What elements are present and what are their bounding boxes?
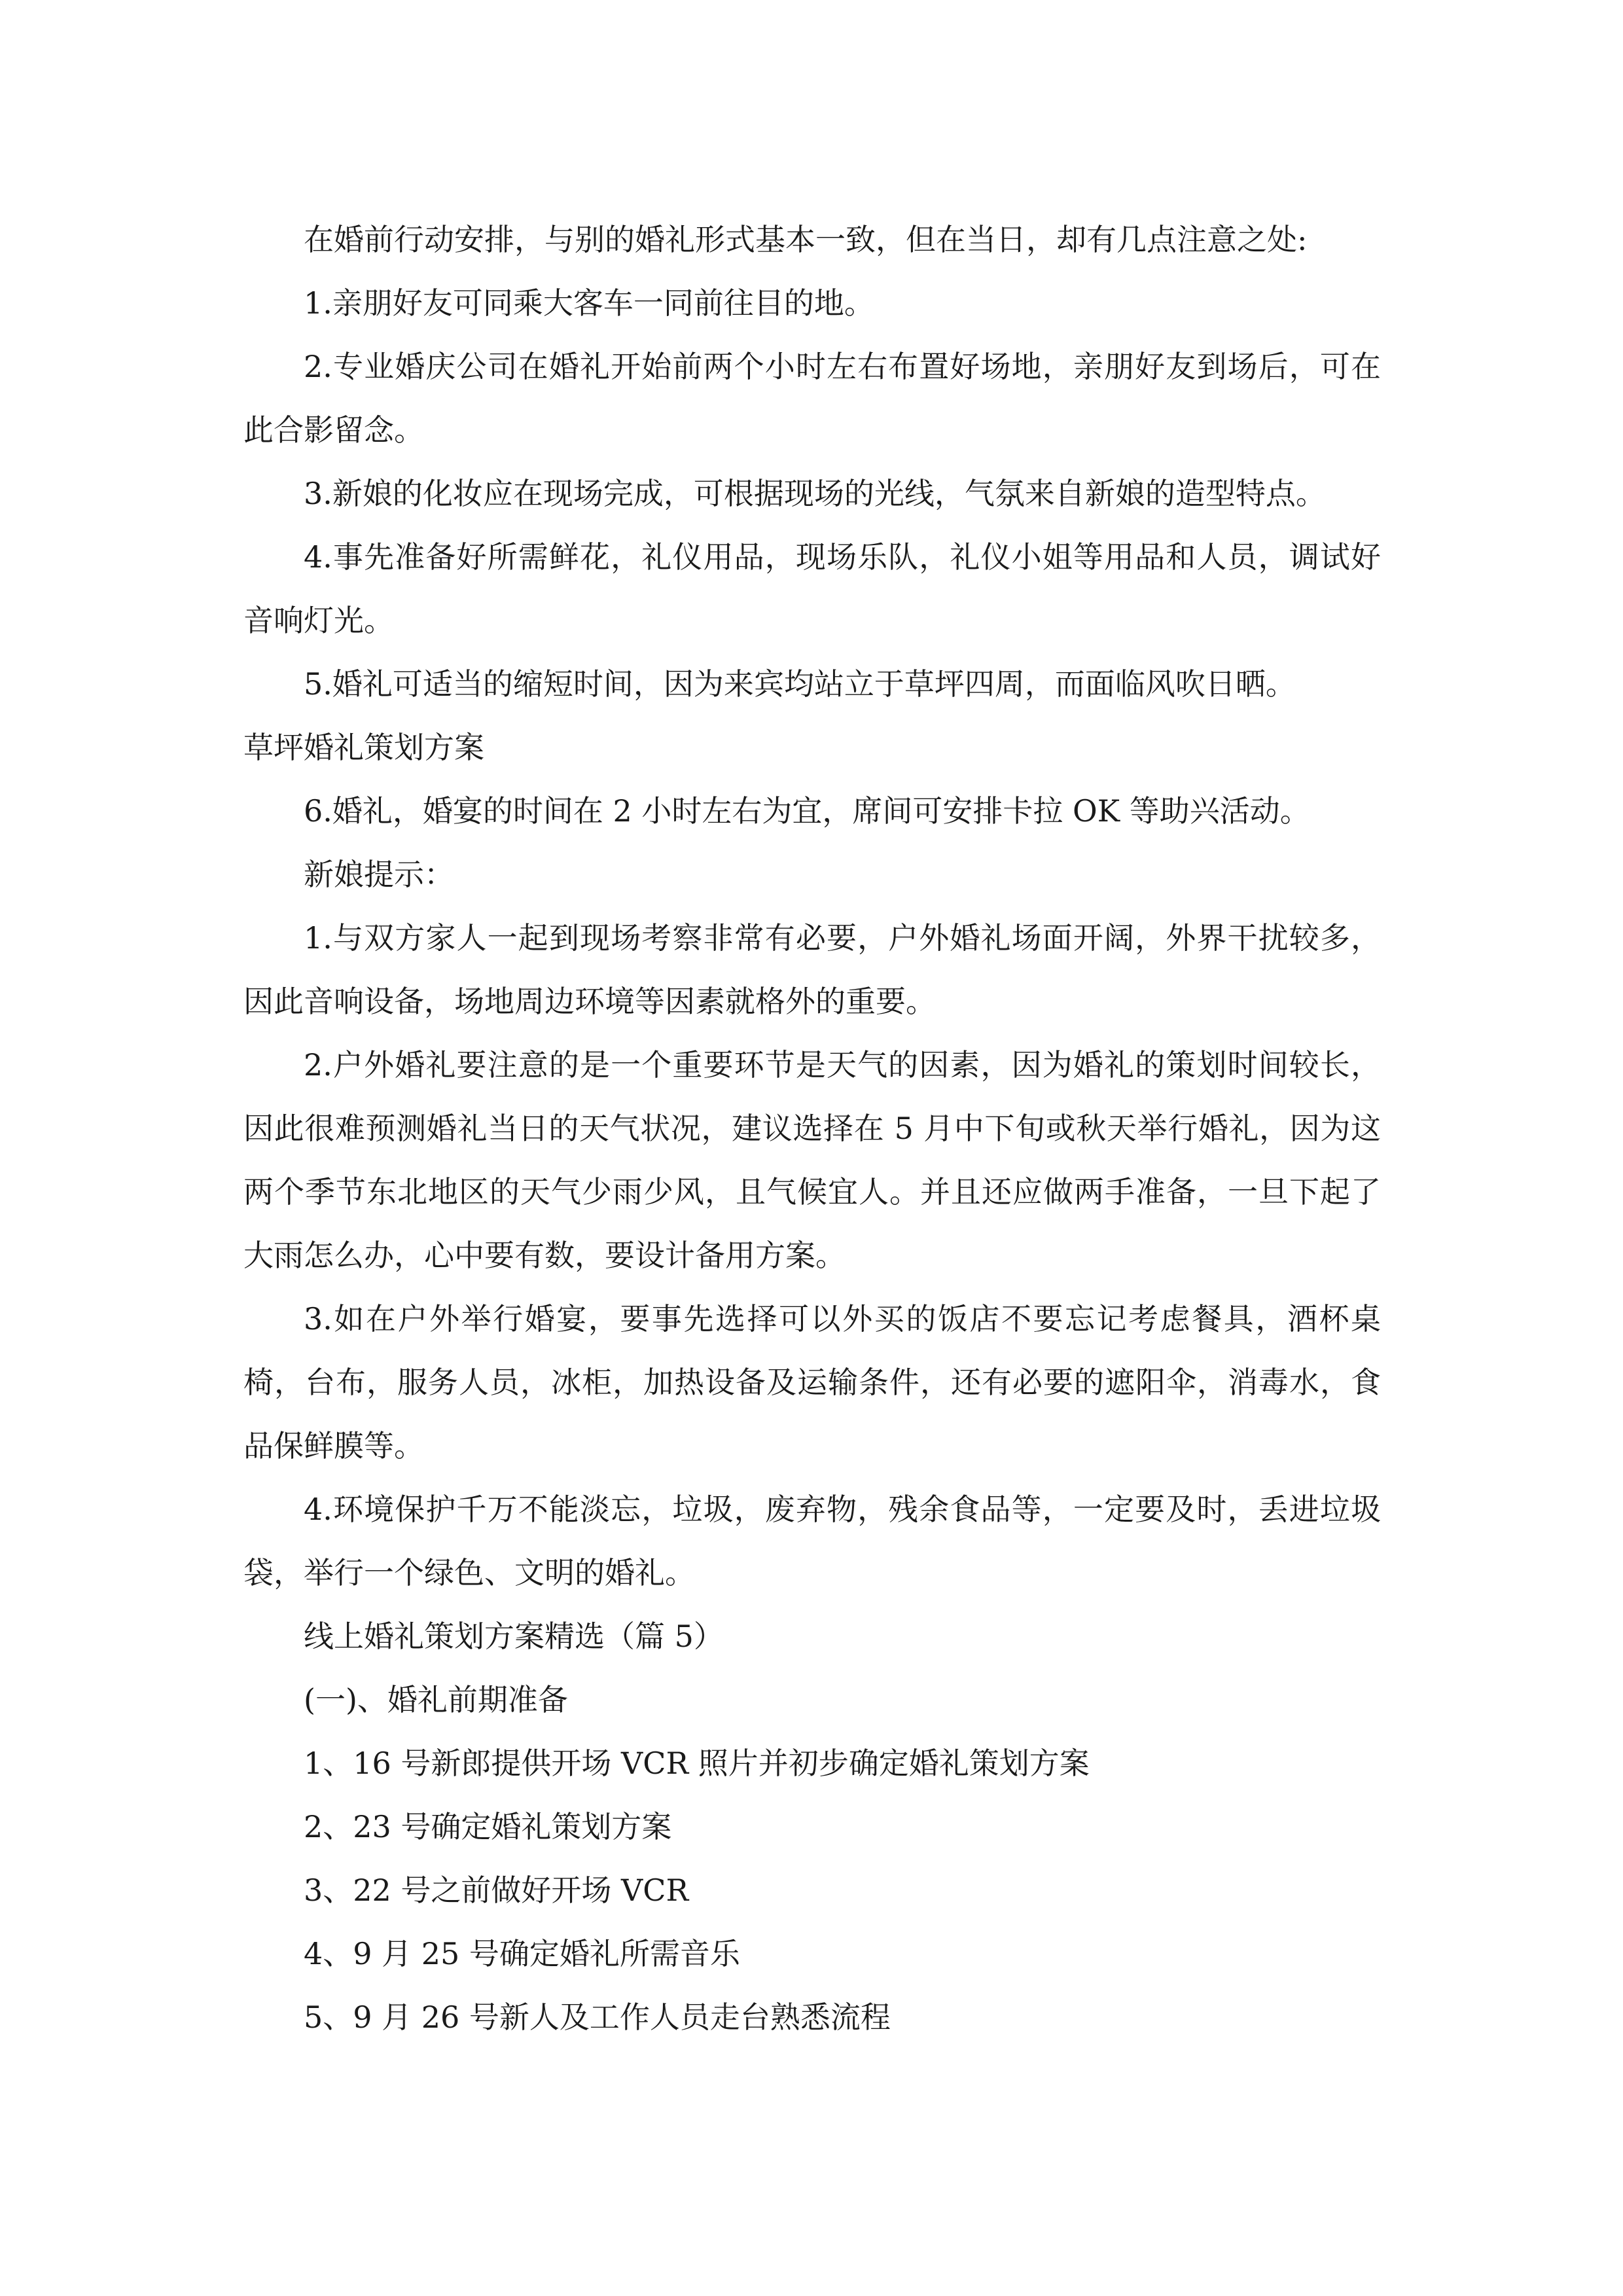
paragraph-prep-2: 2、23 号确定婚礼策划方案 [304, 1809, 672, 1844]
paragraph-item-4: 4.事先准备好所需鲜花，礼仪用品，现场乐队，礼仪小姐等用品和人员，调试好音响灯光。 [243, 539, 1381, 638]
paragraph-item-1: 1.亲朋好友可同乘大客车一同前往目的地。 [304, 285, 874, 321]
paragraph-item-5: 5.婚礼可适当的缩短时间，因为来宾均站立于草坪四周，而面临风吹日晒。 [304, 666, 1296, 702]
paragraph-tip-1: 1.与双方家人一起到现场考察非常有必要，户外婚礼场面开阔，外界干扰较多，因此音响设备，场地周边环境等因素就格外的重要。 [243, 920, 1381, 1019]
paragraph-intro: 在婚前行动安排，与别的婚礼形式基本一致，但在当日，却有几点注意之处: [304, 222, 1308, 257]
paragraph-prep-5: 5、9 月 26 号新人及工作人员走台熟悉流程 [304, 2000, 891, 2035]
paragraph-article-title: 线上婚礼策划方案精选（篇 5） [304, 1619, 724, 1654]
paragraph-prep-1: 1、16 号新郎提供开场 VCR 照片并初步确定婚礼策划方案 [304, 1746, 1090, 1781]
paragraph-tip-2: 2.户外婚礼要注意的是一个重要环节是天气的因素，因为婚礼的策划时间较长，因此很难预测婚礼当日的天气状况，建议选择在 5 月中下旬或秋天举行婚礼，因为这两个季节东北地区的天气少雨少风，且气候宜人。并且还应做两手准备，一旦下起了大雨怎么办，心中要有数，要设计备用方案。 [243, 1047, 1381, 1273]
paragraph-item-2: 2.专业婚庆公司在婚礼开始前两个小时左右布置好场地，亲朋好友到场后，可在此合影留念。 [243, 349, 1381, 448]
paragraph-prep-4: 4、9 月 25 号确定婚礼所需音乐 [304, 1936, 740, 1971]
paragraph-prep-3: 3、22 号之前做好开场 VCR [304, 1873, 689, 1908]
paragraph-section-label: 草坪婚礼策划方案 [243, 730, 484, 765]
paragraph-tip-4: 4.环境保护千万不能淡忘，垃圾，废弃物，残余食品等，一定要及时，丢进垃圾袋，举行一个绿色、文明的婚礼。 [243, 1492, 1381, 1590]
paragraph-tip-3: 3.如在户外举行婚宴，要事先选择可以外买的饭店不要忘记考虑餐具，酒杯桌椅，台布，服务人员，冰柜，加热设备及运输条件，还有必要的遮阳伞，消毒水，食品保鲜膜等。 [243, 1301, 1381, 1463]
document-body [243, 208, 1381, 2049]
paragraph-bride-tips-heading: 新娘提示： [304, 857, 454, 892]
paragraph-item-6: 6.婚礼，婚宴的时间在 2 小时左右为宜，席间可安排卡拉 OK 等助兴活动。 [304, 793, 1310, 829]
paragraph-subsection-heading: (一)、婚礼前期准备 [304, 1682, 568, 1717]
paragraph-item-3: 3.新娘的化妆应在现场完成，可根据现场的光线，气氛来自新娘的造型特点。 [304, 476, 1326, 511]
